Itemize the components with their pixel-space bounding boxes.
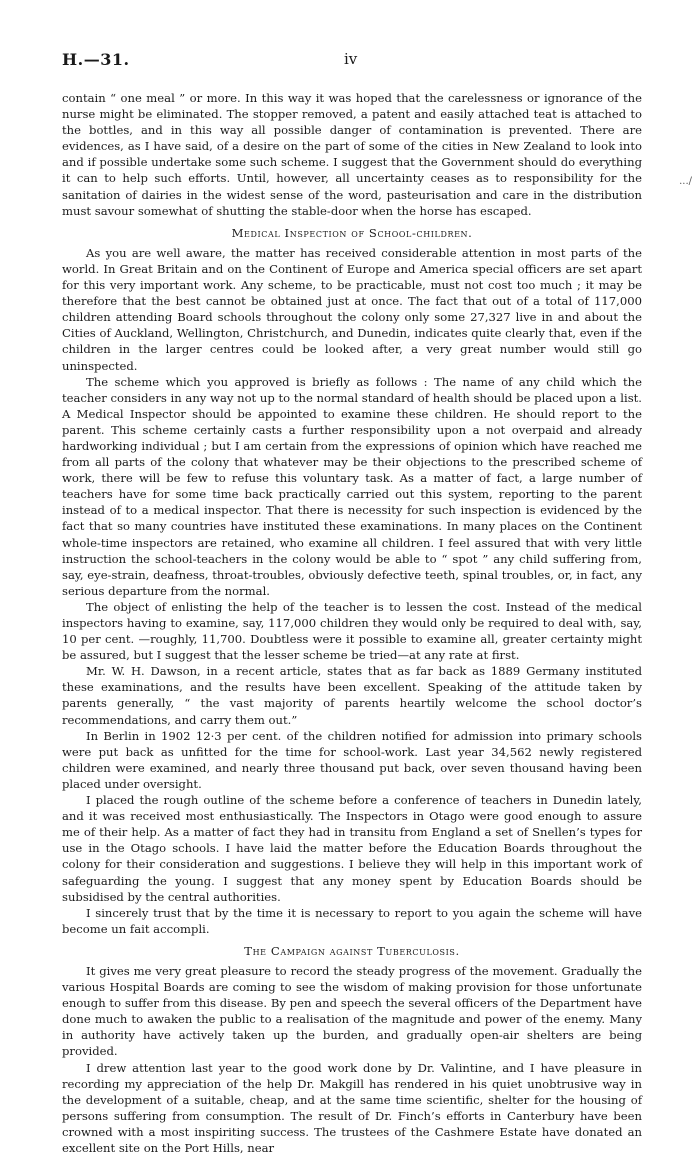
paragraph: It gives me very great pleasure to record the steady progress of the movement. Gradually the various Hospital Boards are coming to see the wisdom of making provision for those unfortunate enough to suffer from this disease. By pen and speech the several officers of the Department have done much to awaken the public to a realisation of the magnitude and power of the enemy. Many in authority have actively taken up the burden, and gradually open-air shelters are being provided. [62, 963, 642, 1059]
paragraph: The object of enlisting the help of the teacher is to lessen the cost. Instead of the medical inspectors having to examine, say, 117,000 children they would only be required to deal with, say, 10 per cent. —roughly, 11,700. Doubtless were it possible to examine all, greater certainty might be assured, but I suggest that the lesser scheme be tried—at any rate at first. [62, 599, 642, 663]
paragraph: I sincerely trust that by the time it is necessary to report to you again the scheme will have become un fait accompli. [62, 905, 642, 936]
paragraph: In Berlin in 1902 12·3 per cent. of the children notified for admission into primary schools were put back as unfitted for the time for school-work. Last year 34,562 newly registered children were examined, and nearly three thousand put back, over seven thousand having been placed under oversight. [62, 728, 642, 791]
paragraph: I placed the rough outline of the scheme before a conference of teachers in Dunedin lately, and it was received most enthusiastically. The Inspectors in Otago were good enough to assure me of their help. As a matter of fact they had in transitu from England a set of Snellen’s types for use in the Otago schools. I have laid the matter before the Education Boards throughout the colony for their consideration and suggestions. I believe they will help in this important work of safeguarding the young. I suggest that any money spent by Education Boards should be subsidised by the central authorities. [62, 793, 642, 904]
section-heading: Medical Inspection of School-children. [231, 225, 473, 240]
page-number: iv [344, 50, 358, 68]
margin-mark: .../ [679, 176, 692, 187]
paragraph: contain “ one meal ” or more. In this way it was hoped that the carelessness or ignorance of the nurse might be eliminated. The stopper removed, a patent and easily attached teat is attached to the bottles, and in this way all possible danger of contamination is prevented. There are evidences, as I have said, of a desire on the part of some of the cities in New Zealand to look into and if possible undertake some such scheme. I suggest that the Government should do everything it can to help such efforts. Until, however, all uncertainty ceases as to responsibility for the sanitation of dairies in the widest sense of the word, pasteurisation and care in the distribution must savour somewhat of shutting the stable-door when the horse has escaped. [62, 91, 642, 218]
document-reference: H.—31. [62, 50, 130, 69]
section-heading: The Campaign against Tuberculosis. [244, 943, 460, 958]
page-header [62, 50, 642, 72]
paragraph: The scheme which you approved is briefly as follows : The name of any child which the teacher considers in any way not up to the normal standard of health should be placed upon a list. A Medical Inspector should be appointed to examine these children. He should report to the parent. This scheme certainly casts a further responsibility upon a not overpaid and already hardworking individual ; but I am certain from the expressions of opinion which have reached me from all parts of the colony that whatever may be their objections to the prescribed scheme of work, there will be few to refuse this voluntary task. As a matter of fact, a large number of teachers have for some time back practically carried out this system, reporting to the parent instead of to a medical inspector. That there is necessity for such inspection is evidenced by the fact that so many countries have instituted these examinations. In many places on the Continent whole-time inspectors are retained, who examine all children. I feel assured that with very little instruction the school-teachers in the colony would be able to “ spot ” any child suffering from, say, eye-strain, deafness, throat-troubles, obviously defective teeth, spinal troubles, or, in fact, any serious departure from the normal. [62, 374, 642, 598]
document-body [62, 90, 642, 1156]
paragraph: As you are well aware, the matter has received considerable attention in most parts of the world. In Great Britain and on the Continent of Europe and America special officers are set apart for this very important work. Any scheme, to be practicable, must not cost too much ; it may be therefore that the best cannot be obtained just at once. The fact that out of a total of 117,000 children attending Board schools throughout the colony only some 27,327 live in and about the Cities of Auckland, Wellington, Christchurch, and Dunedin, indicates quite clearly that, even if the children in the larger centres could be looked after, a very great number would still go uninspected. [62, 245, 642, 373]
paragraph: Mr. W. H. Dawson, in a recent article, states that as far back as 1889 Germany instituted these examinations, and the results have been excellent. Speaking of the attitude taken by parents generally, “ the vast majority of parents heartily welcome the school doctor’s recommendations, and carry them out.” [62, 664, 642, 727]
paragraph: I drew attention last year to the good work done by Dr. Valintine, and I have pleasure in recording my appreciation of the help Dr. Makgill has rendered in his quiet unobtrusive way in the development of a suitable, cheap, and at the same time scientific, shelter for the housing of persons suffering from consumption. The result of Dr. Finch’s efforts in Canterbury have been crowned with a most inspiriting success. The trustees of the Cashmere Estate have donated an excellent site on the Port Hills, near [62, 1060, 642, 1155]
